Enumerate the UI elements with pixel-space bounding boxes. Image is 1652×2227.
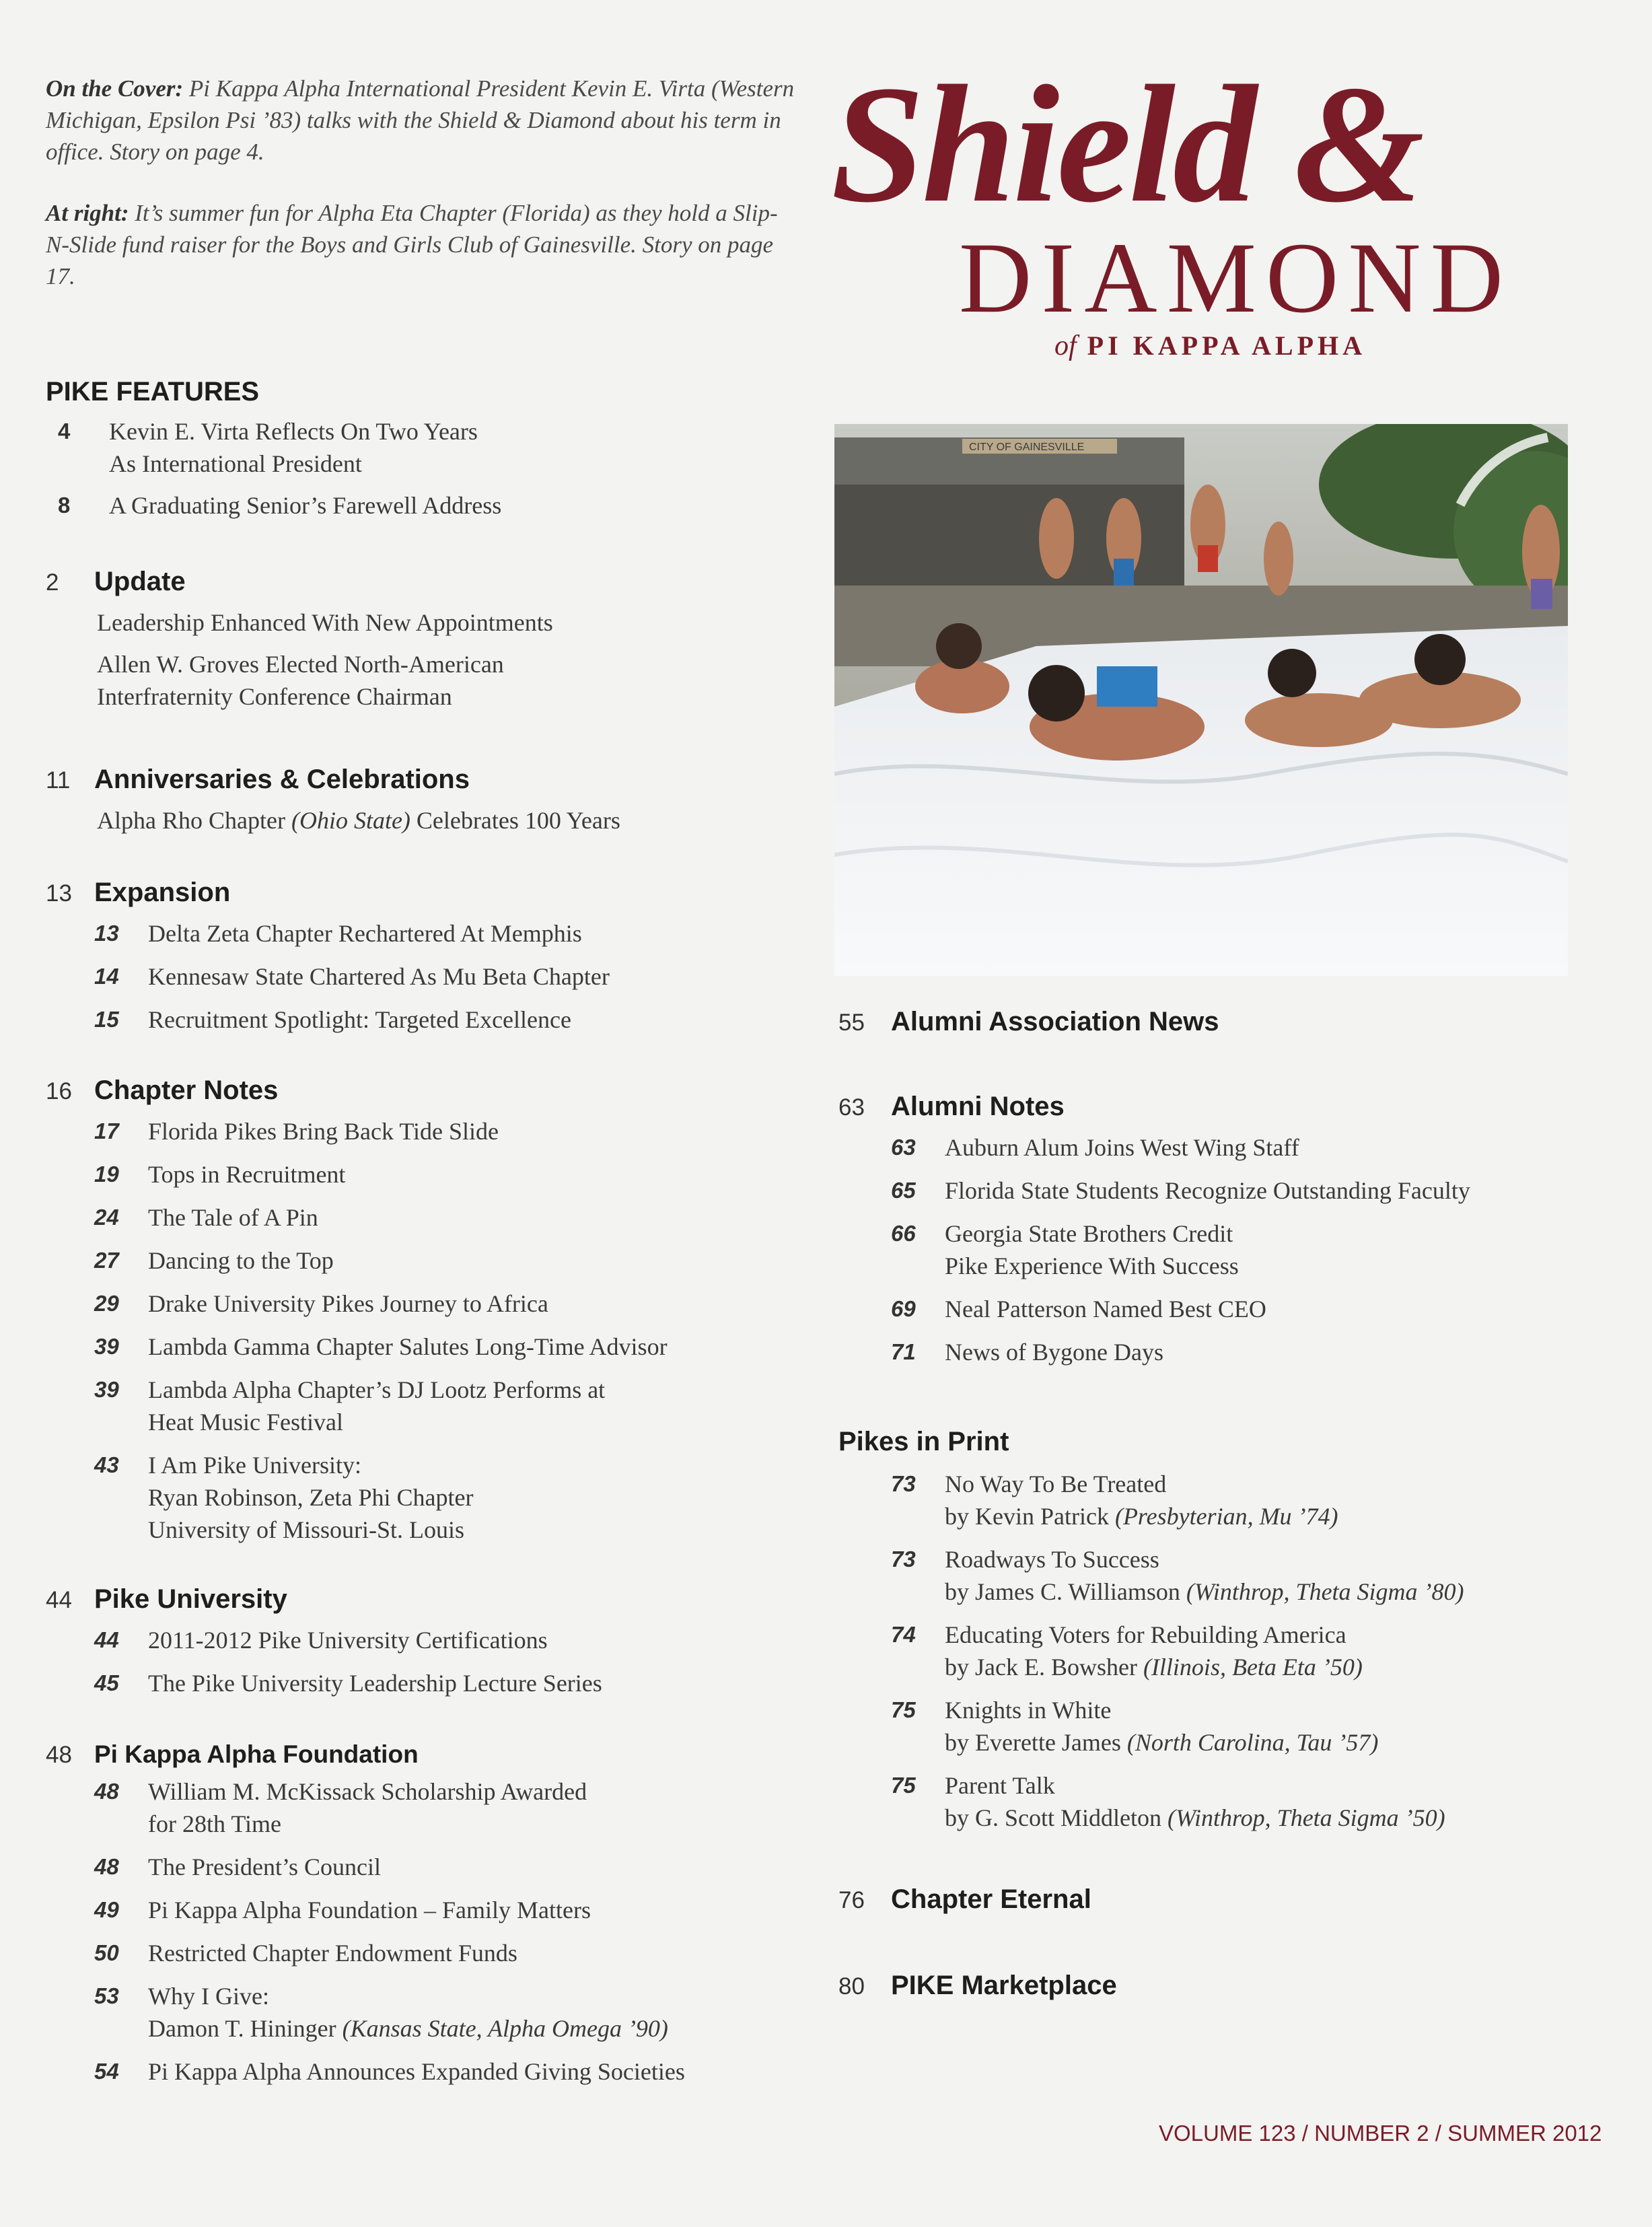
toc-entry[interactable]: 17 Florida Pikes Bring Back Tide Slide (94, 1118, 499, 1145)
section-title[interactable]: 76 Chapter Eternal (838, 1884, 1091, 1914)
section-page: 16 (46, 1078, 72, 1104)
section-title[interactable]: 11 Anniversaries & Celebrations (46, 765, 470, 794)
toc-pike-university (46, 1584, 602, 1699)
toc-alumni-association (838, 1007, 1219, 1037)
toc-entry[interactable]: 75 Knights in White by Everette James (North Carolina, Tau ’57) (891, 1697, 1379, 1756)
toc-entry[interactable]: 45 The Pike University Leadership Lecture Series (94, 1670, 602, 1697)
toc-entry[interactable]: 65 Florida State Students Recognize Outstanding Faculty (891, 1177, 1470, 1204)
section-title[interactable]: 80 PIKE Marketplace (838, 1971, 1117, 2000)
city-sign-text: CITY OF GAINESVILLE (969, 441, 1085, 453)
toc-entry[interactable]: Leadership Enhanced With New Appointments (97, 609, 553, 636)
section-title[interactable]: 13 Expansion (46, 878, 231, 907)
toc-entry[interactable]: 50 Restricted Chapter Endowment Funds (94, 1940, 517, 1967)
toc-entry[interactable]: 27 Dancing to the Top (94, 1247, 334, 1274)
toc-entry[interactable]: Allen W. Groves Elected North-American Interfraternity Conference Chairman (97, 651, 504, 710)
entry-title: A Graduating Senior’s Farewell Address (109, 492, 502, 519)
toc-entry[interactable] (58, 415, 501, 480)
toc-entry[interactable]: 24 The Tale of A Pin (94, 1204, 318, 1231)
photo-illustration (834, 424, 1568, 976)
masthead-org: PI KAPPA ALPHA (1087, 330, 1367, 361)
toc-entry[interactable]: 39 Lambda Gamma Chapter Salutes Long-Time Advisor (94, 1333, 668, 1360)
slip-n-slide-photo (834, 424, 1568, 976)
section-page: 48 (46, 1742, 72, 1768)
toc-entry[interactable]: 19 Tops in Recruitment (94, 1161, 346, 1188)
section-title[interactable]: 63 Alumni Notes (838, 1092, 1065, 1121)
photo-caption-text: It’s summer fun for Alpha Eta Chapter (Florida) as they hold a Slip-N-Slide fund raiser for the Boys and Girls Club of Gainesville. Story on page 17. (46, 200, 778, 289)
section-page: 55 (838, 1010, 865, 1036)
page-number: 8 (58, 493, 71, 518)
cover-caption (46, 73, 799, 168)
toc-entry[interactable]: 39 Lambda Alpha Chapter’s DJ Lootz Performs at Heat Music Festival (94, 1376, 606, 1436)
page-number: 4 (58, 419, 71, 444)
toc-entry[interactable]: 71 News of Bygone Days (891, 1339, 1163, 1366)
toc-entry[interactable]: 49 Pi Kappa Alpha Foundation – Family Matters (94, 1897, 591, 1923)
toc-entry[interactable]: 48 The President’s Council (94, 1853, 381, 1880)
toc-pike-features (46, 377, 501, 522)
cover-notes (46, 73, 799, 322)
toc-entry[interactable]: 75 Parent Talk by G. Scott Middleton (Winthrop, Theta Sigma ’50) (891, 1772, 1445, 1831)
masthead (828, 51, 1602, 370)
toc-entry[interactable]: 66 Georgia State Brothers Credit Pike Experience With Success (891, 1220, 1239, 1279)
section-page: 80 (838, 1973, 865, 2000)
cover-caption-text: Pi Kappa Alpha International President Kevin E. Virta (Western Michigan, Epsilon Psi ’83) talks with the Shield & Diamond about his term in office. Story on page 4. (46, 75, 795, 165)
section-page: 11 (46, 767, 71, 793)
masthead-title: Shield & (831, 51, 1422, 238)
masthead-org-line (1054, 330, 1366, 362)
toc-entry[interactable]: 73 Roadways To Success by James C. Williamson (Winthrop, Theta Sigma ’80) (891, 1546, 1464, 1605)
toc-entry[interactable]: 14 Kennesaw State Chartered As Mu Beta Chapter (94, 963, 610, 990)
section-title[interactable]: 48 Pi Kappa Alpha Foundation (46, 1740, 419, 1768)
toc-foundation (46, 1740, 685, 2088)
toc-entry[interactable]: 69 Neal Patterson Named Best CEO (891, 1296, 1266, 1322)
photo-caption-lead: At right: (46, 200, 129, 226)
section-title[interactable]: 16 Chapter Notes (46, 1075, 279, 1105)
toc-entry[interactable]: 53 Why I Give: Damon T. Hininger (Kansas State, Alpha Omega ’90) (94, 1983, 668, 2042)
section-title[interactable]: 55 Alumni Association News (838, 1007, 1219, 1036)
toc-expansion (46, 878, 610, 1036)
toc-alumni-notes (838, 1092, 1470, 1368)
section-title: PIKE FEATURES (46, 377, 260, 406)
toc-update (46, 567, 553, 713)
toc-entry[interactable]: 29 Drake University Pikes Journey to Africa (94, 1290, 548, 1317)
toc-marketplace (838, 1971, 1117, 2001)
masthead-of: of (1054, 330, 1077, 361)
toc-anniversaries (46, 765, 620, 837)
toc-entry[interactable]: 73 No Way To Be Treated by Kevin Patrick (Presbyterian, Mu ’74) (891, 1471, 1338, 1530)
toc-entry[interactable]: Alpha Rho Chapter (Ohio State) Celebrates 100 Years (97, 807, 620, 834)
toc-entry[interactable]: 44 2011-2012 Pike University Certifications (94, 1627, 548, 1654)
toc-chapter-eternal (838, 1884, 1091, 1915)
toc-entry[interactable]: 43 I Am Pike University: Ryan Robinson, Zeta Phi Chapter University of Missouri-St. Louis (94, 1452, 474, 1543)
section-title[interactable]: 44 Pike University (46, 1584, 287, 1614)
section-page: 63 (838, 1094, 865, 1121)
photo-caption (46, 197, 799, 292)
toc-entry[interactable] (58, 489, 501, 522)
toc-entry[interactable]: 13 Delta Zeta Chapter Rechartered At Memphis (94, 920, 582, 947)
section-page: 13 (46, 880, 72, 907)
section-page: 76 (838, 1887, 865, 1913)
section-title[interactable]: 2 Update (46, 567, 186, 596)
toc-entry[interactable]: 48 William M. McKissack Scholarship Awarded for 28th Time (94, 1778, 587, 1837)
section-page: 44 (46, 1587, 72, 1613)
toc-chapter-notes (46, 1075, 668, 1546)
issue-footer: VOLUME 123 / NUMBER 2 / SUMMER 2012 (1159, 2121, 1602, 2146)
section-page: 2 (46, 569, 59, 596)
toc-pikes-in-print (838, 1427, 1464, 1834)
toc-entry[interactable]: 15 Recruitment Spotlight: Targeted Excellence (94, 1006, 571, 1033)
toc-entry[interactable]: 63 Auburn Alum Joins West Wing Staff (891, 1134, 1299, 1161)
section-title[interactable]: Pikes in Print (838, 1427, 1009, 1456)
masthead-subtitle: DIAMOND (959, 222, 1513, 334)
toc-entry[interactable]: 74 Educating Voters for Rebuilding America by Jack E. Bowsher (Illinois, Beta Eta ’50) (891, 1621, 1363, 1681)
entry-title: Kevin E. Virta Reflects On Two Years As International President (109, 418, 478, 477)
toc-entry[interactable]: 54 Pi Kappa Alpha Announces Expanded Giving Societies (94, 2058, 685, 2085)
cover-caption-lead: On the Cover: (46, 75, 184, 102)
